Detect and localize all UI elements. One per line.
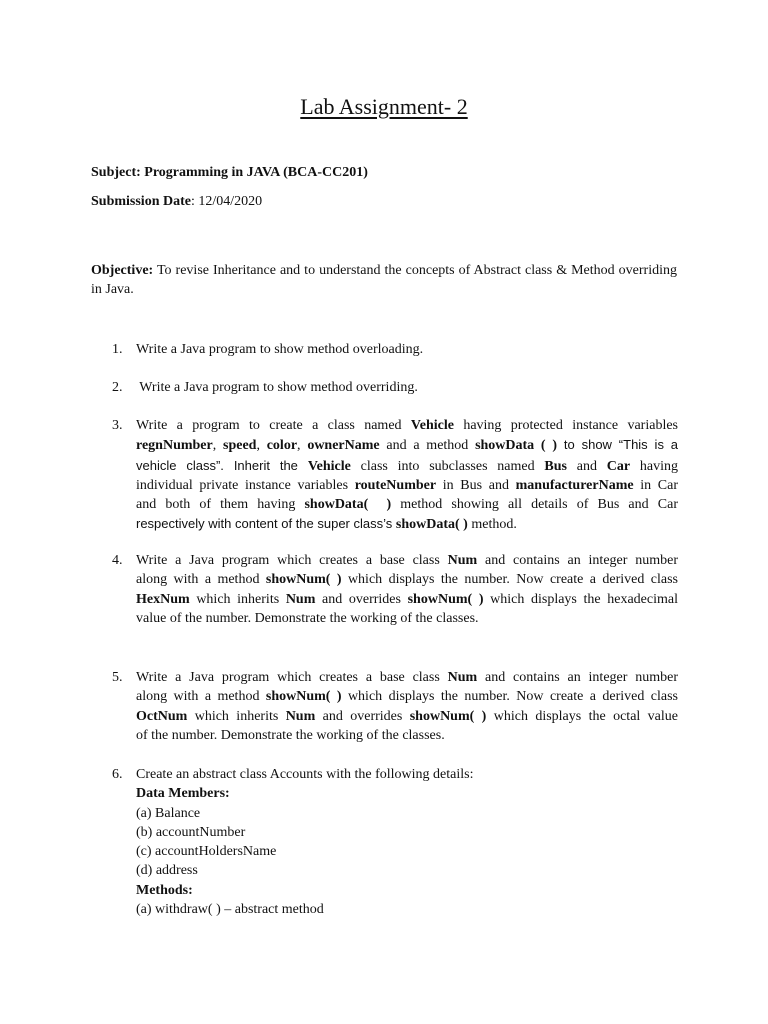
question-number: 3. [112,418,123,433]
text-run: and overrides [315,591,408,607]
question-2 [112,378,678,397]
question-3 [112,416,678,535]
question-5 [112,668,678,745]
keyword-shownum: showNum( ) [409,708,487,724]
keyword-num: Num [447,670,478,685]
subject-line [91,163,368,182]
text-run: having protected instance variables [453,418,678,433]
keyword-speed: speed [223,438,257,454]
text-run: along with a method [136,572,266,588]
keyword-shownum: showNum( ) [407,591,484,607]
question-text: Write a Java program to show method overriding. [136,380,418,395]
submission-date-line [91,192,262,211]
subject-label: Subject: Programming in JAVA (BCA-CC201) [91,165,368,180]
text-run: in Car [633,477,679,493]
text-run: value of the number. Demonstrate the working of the classes. [136,610,479,626]
keyword-vehicle: Vehicle [410,418,454,433]
text-run: and both of them having [136,497,305,513]
text-run: which inherits [187,708,286,724]
question-text [136,551,678,628]
text-run: which displays the hexadecimal [483,591,678,607]
text-run: and a method [379,438,476,454]
objective-paragraph [91,261,677,300]
question-text [136,668,678,745]
submission-date-label: Submission Date [91,194,191,209]
question-text: Write a Java program to show method overloading. [136,342,424,357]
text-run: vehicle class”. Inherit the [136,457,308,473]
text-run: Write a Java program which creates a base class [136,553,448,568]
keyword-showdata: showData( ) [304,497,392,513]
list-item: (d) address [136,863,198,879]
data-members-label: Data Members: [136,786,230,802]
text-run: respectively with content of the super class’s [136,516,396,532]
question-1 [112,340,678,359]
keyword-manufacturername: manufacturerName [515,477,634,493]
text-run: method showing all details of Bus and Car [391,497,678,513]
keyword-num: Num [285,591,316,607]
text-run: individual private instance variables [136,477,355,493]
keyword-vehicle: Vehicle [307,458,351,474]
keyword-num: Num [285,708,316,724]
text-run: and [567,458,607,474]
text-run: which displays the number. Now create a derived class [341,689,679,705]
text-run: Create an abstract class Accounts with the following details: [136,767,474,782]
question-text [136,416,678,535]
keyword-bus: Bus [544,458,567,474]
methods-label: Methods: [136,882,193,898]
text-run: which displays the number. Now create a derived class [341,572,679,588]
keyword-shownum: showNum( ) [265,572,342,588]
submission-date-value: : 12/04/2020 [190,194,263,209]
text-run: which displays the octal value [486,708,678,724]
list-item: (a) withdraw( ) – abstract method [136,902,324,918]
keyword-regnnumber: regnNumber [136,438,213,454]
keyword-shownum: showNum( ) [265,689,342,705]
objective-label: Objective: [91,263,154,278]
text-run: and overrides [315,708,410,724]
question-number: 5. [112,670,123,685]
keyword-routenumber: routeNumber [354,477,437,493]
text-run: class into subclasses named [350,458,545,474]
text-run: which inherits [189,591,286,607]
list-item: (b) accountNumber [136,824,246,840]
keyword-octnum: OctNum [136,708,188,724]
question-number: 4. [112,553,123,568]
list-item: (c) accountHoldersName [136,844,277,860]
question-number: 6. [112,767,123,782]
page-title: Lab Assignment- 2 [300,94,468,119]
text-run: , [256,438,267,454]
objective-text: To revise Inheritance and to understand the concepts of Abstract class & Method overriding in Java. [91,263,677,298]
question-6 [112,765,678,919]
question-text [136,765,678,919]
list-item: (a) Balance [136,805,201,821]
text-run: of the number. Demonstrate the working of the classes. [136,727,445,743]
keyword-car: Car [606,458,631,474]
keyword-showdata: showData ( ) [475,438,558,454]
keyword-num: Num [447,553,478,568]
text-run: , [212,438,223,454]
text-run: and contains an integer number [477,670,679,685]
text-run: and contains an integer number [477,553,679,568]
text-run: along with a method [136,689,266,705]
text-run: Write a Java program which creates a base class [136,670,448,685]
keyword-ownername: ownerName [307,438,380,454]
text-run: having [630,458,678,474]
question-4 [112,551,678,628]
text-run: , [297,438,308,454]
text-run: to show “This is a [557,437,679,453]
keyword-color: color [266,438,298,454]
question-number: 1. [112,342,123,357]
text-run: method. [467,517,517,533]
keyword-hexnum: HexNum [136,591,190,607]
text-run: in Bus and [436,477,516,493]
text-run: Write a program to create a class named [136,418,411,433]
keyword-showdata: showData( ) [395,517,468,533]
question-number: 2. [112,380,123,395]
